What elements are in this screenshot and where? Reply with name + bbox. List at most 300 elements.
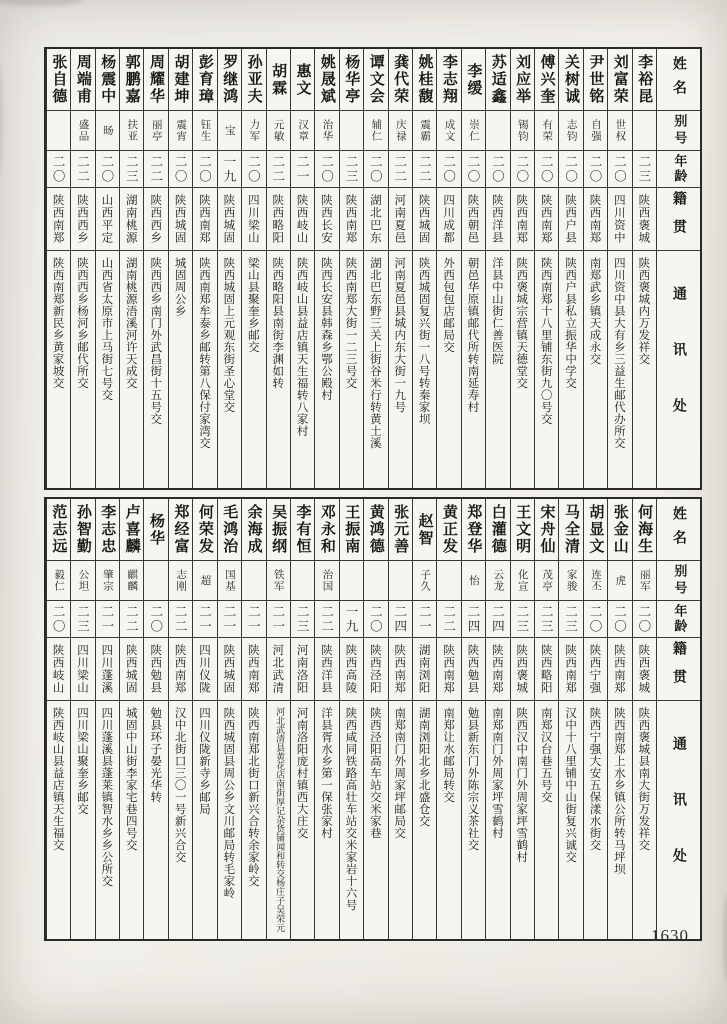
person-address: 陕西褒城县南大街万发祥交	[637, 707, 652, 851]
person-name: 王振南	[340, 499, 363, 561]
person-column	[314, 49, 338, 488]
person-address: 勉县环子晏光华转	[149, 707, 164, 803]
person-address: 陕西褒城内万发祥交	[637, 257, 652, 365]
person-native: 陕西南郑	[193, 188, 216, 251]
person-address: 外西包包店邮局交	[442, 257, 457, 353]
person-native: 陕西户县	[559, 188, 582, 251]
person-age: 二一	[242, 601, 265, 638]
person-name: 胡显文	[584, 499, 607, 561]
person-address: 湖南桃源浯溪河许天成交	[124, 257, 139, 389]
person-native: 陕西南郑	[608, 638, 631, 701]
person-column	[95, 49, 119, 488]
person-name: 谭文会	[364, 49, 387, 111]
person-age: 二一	[413, 601, 436, 638]
person-age: 二二	[413, 151, 436, 188]
person-age: 二四	[389, 601, 412, 638]
person-name: 李志忠	[96, 499, 119, 561]
person-alias: 丽亭	[144, 111, 167, 151]
person-name: 卢喜麟	[120, 499, 143, 561]
person-native: 陕西泾阳	[364, 638, 387, 701]
header-alias-label: 别号	[657, 561, 700, 601]
person-column	[70, 499, 94, 939]
person-column	[168, 499, 192, 939]
person-name: 郑经富	[169, 499, 192, 561]
person-column	[510, 499, 534, 939]
person-column	[485, 49, 509, 488]
person-name: 马全清	[559, 499, 582, 561]
person-alias: 震霸	[413, 111, 436, 151]
person-native: 陕西南郑	[535, 188, 558, 251]
person-alias: 锡钧	[511, 111, 534, 151]
person-name: 关树诚	[559, 49, 582, 111]
person-name: 刘富荣	[608, 49, 631, 111]
person-native: 河南夏邑	[389, 188, 412, 251]
person-name: 宋舟仙	[535, 499, 558, 561]
person-address: 陕西泾阳高车站交米家巷	[368, 707, 383, 839]
person-age: 二三	[633, 151, 656, 188]
person-native: 陕西城固	[413, 188, 436, 251]
person-address: 河北武清县黄花店南街厚记杂货铺闻和转交杨庄子吴荣元	[274, 707, 285, 932]
person-alias	[291, 561, 314, 601]
person-age: 二〇	[584, 601, 607, 638]
person-alias	[144, 561, 167, 601]
person-name: 孙亚夫	[242, 49, 265, 111]
person-name: 白灌德	[486, 499, 509, 561]
person-address: 城固周公乡	[173, 257, 188, 317]
person-name: 龚代荣	[389, 49, 412, 111]
person-native: 湖北巴东	[364, 188, 387, 251]
person-name: 傅兴奎	[535, 49, 558, 111]
person-address: 南郑南门外周家坪雪鹤村	[490, 707, 505, 839]
person-age: 二〇	[364, 151, 387, 188]
person-age: 二二	[71, 151, 94, 188]
person-name: 李裕昆	[633, 49, 656, 111]
person-column	[558, 49, 582, 488]
person-alias	[47, 111, 70, 151]
person-alias	[486, 111, 509, 151]
person-alias: 超	[193, 561, 216, 601]
person-address: 朝邑华原镇邮代所转南延寿村	[466, 257, 481, 413]
person-age: 二〇	[144, 601, 167, 638]
person-name: 惠文	[291, 49, 314, 111]
person-age: 二三	[291, 601, 314, 638]
person-age: 二一	[218, 601, 241, 638]
person-native: 河南洛阳	[291, 638, 314, 701]
person-alias: 连丕	[584, 561, 607, 601]
person-native: 陕西城固	[218, 638, 241, 701]
person-alias: 自强	[584, 111, 607, 151]
scan-artifact	[0, 0, 84, 6]
person-address: 陕西南郑十八里铺东街九〇号交	[539, 257, 554, 425]
person-name: 杨华	[144, 499, 167, 561]
person-native: 陕西南郑	[437, 638, 460, 701]
person-address: 陕西宁强大安五保漾水街交	[588, 707, 603, 851]
person-native: 湖南浏阳	[413, 638, 436, 701]
person-alias: 丽军	[633, 561, 656, 601]
person-address: 陕西南郑北街口新兴合转余家岭交	[246, 707, 261, 887]
person-alias: 化宣	[511, 561, 534, 601]
person-alias: 力军	[242, 111, 265, 151]
person-age: 二三	[120, 151, 143, 188]
person-age: 二二	[315, 601, 338, 638]
person-alias	[340, 561, 363, 601]
person-native: 陕西南郑	[511, 188, 534, 251]
person-native: 陕西洋县	[486, 188, 509, 251]
person-alias: 家骏	[559, 561, 582, 601]
person-address: 城固中山街李家宅巷四号交	[124, 707, 139, 851]
person-native: 四川蓬溪	[96, 638, 119, 701]
person-native: 四川仪陇	[193, 638, 216, 701]
person-age: 二一	[96, 601, 119, 638]
person-native: 陕西略阳	[267, 188, 290, 251]
person-alias	[389, 561, 412, 601]
person-address: 四川蓬溪县蓬莱镇智水乡乡公所交	[100, 707, 115, 887]
person-native: 陕西南郑	[584, 188, 607, 251]
person-native: 陕西城固	[218, 188, 241, 251]
person-age: 二二	[169, 601, 192, 638]
person-name: 李有恒	[291, 499, 314, 561]
person-column	[363, 499, 387, 939]
person-alias	[437, 561, 460, 601]
person-age: 二〇	[96, 151, 119, 188]
person-address: 河南夏邑县城内东大街一九号	[393, 257, 408, 413]
person-name: 姚桂馥	[413, 49, 436, 111]
person-age: 二四	[486, 601, 509, 638]
person-native: 河北武清	[267, 638, 290, 701]
person-name: 苏适鑫	[486, 49, 509, 111]
person-column	[558, 499, 582, 939]
person-address: 陕西户县私立振华中学交	[564, 257, 579, 389]
person-native: 陕西南郑	[169, 638, 192, 701]
person-column	[241, 49, 265, 488]
person-name: 王文明	[511, 499, 534, 561]
person-age: 二二	[120, 601, 143, 638]
person-age: 二〇	[47, 151, 70, 188]
person-column	[290, 49, 314, 488]
person-native: 陕西褒城	[511, 638, 534, 701]
header-native-label: 籍贯	[657, 188, 700, 251]
person-age: 二〇	[535, 151, 558, 188]
person-name: 彭育璋	[193, 49, 216, 111]
person-age: 二三	[511, 601, 534, 638]
header-column	[656, 49, 700, 488]
person-native: 陕西长安	[315, 188, 338, 251]
person-name: 杨震中	[96, 49, 119, 111]
person-alias: 世权	[608, 111, 631, 151]
person-alias: 麒麟	[120, 561, 143, 601]
header-alias-label: 别号	[657, 111, 700, 151]
person-alias: 宝	[218, 111, 241, 151]
person-native: 陕西洋县	[315, 638, 338, 701]
person-column	[388, 499, 412, 939]
person-age: 二〇	[169, 151, 192, 188]
person-column	[241, 499, 265, 939]
person-name: 邓永和	[315, 499, 338, 561]
person-column	[461, 49, 485, 488]
person-alias: 治国	[315, 561, 338, 601]
person-column	[168, 49, 192, 488]
person-alias: 毅仁	[47, 561, 70, 601]
person-address: 陕西褒城宗营镇天德堂交	[515, 257, 530, 389]
person-alias: 志钧	[559, 111, 582, 151]
person-name: 赵智	[413, 499, 436, 561]
person-name: 李缓	[462, 49, 485, 111]
person-column	[412, 499, 436, 939]
person-age: 一九	[340, 601, 363, 638]
person-native: 陕西褒城	[633, 638, 656, 701]
person-address: 陕西南郑新民乡黄家坡交	[51, 257, 66, 389]
person-address: 河南洛阳庞村镇西大庄交	[295, 707, 310, 839]
person-name: 胡建坤	[169, 49, 192, 111]
person-alias: 云龙	[486, 561, 509, 601]
person-alias: 治华	[315, 111, 338, 151]
person-address: 陕西略阳县南街李渊如转	[271, 257, 286, 389]
person-address: 陕西南郑牟泰乡邮转第八保付家湾交	[198, 257, 213, 449]
person-native: 陕西南郑	[486, 638, 509, 701]
person-name: 李志翔	[437, 49, 460, 111]
person-alias	[633, 111, 656, 151]
person-column	[217, 499, 241, 939]
person-alias	[242, 561, 265, 601]
person-column	[46, 49, 70, 488]
person-age: 二〇	[633, 601, 656, 638]
person-alias: 成文	[437, 111, 460, 151]
person-name: 张元善	[389, 499, 412, 561]
header-contact-label: 通讯处	[670, 285, 687, 454]
person-name: 范志远	[47, 499, 70, 561]
person-column	[119, 499, 143, 939]
person-age: 二〇	[608, 151, 631, 188]
person-native: 陕西褒城	[633, 188, 656, 251]
person-alias: 辅仁	[364, 111, 387, 151]
person-age: 二三	[559, 601, 582, 638]
person-name: 郭鹏嘉	[120, 49, 143, 111]
person-name: 张自德	[47, 49, 70, 111]
person-column	[314, 499, 338, 939]
person-age: 二一	[193, 601, 216, 638]
person-name: 尹世铭	[584, 49, 607, 111]
person-column	[412, 49, 436, 488]
person-column	[485, 499, 509, 939]
person-alias: 公坦	[71, 561, 94, 601]
person-address: 四川梁山聚奎乡邮交	[75, 707, 90, 815]
person-column	[583, 49, 607, 488]
person-name: 胡霖	[267, 49, 290, 111]
person-age: 二一	[267, 601, 290, 638]
person-alias: 旸	[96, 111, 119, 151]
person-column	[95, 499, 119, 939]
person-address: 陕西汉中南门外周家坪雪鹤村	[515, 707, 530, 863]
person-address: 湖南浏阳北乡北盛仓交	[417, 707, 432, 827]
person-column	[436, 49, 460, 488]
person-alias: 子久	[413, 561, 436, 601]
person-name: 黄鸿德	[364, 499, 387, 561]
person-age: 二〇	[437, 151, 460, 188]
person-native: 湖南桃源	[120, 188, 143, 251]
person-name: 刘应举	[511, 49, 534, 111]
person-age: 一九	[218, 151, 241, 188]
person-column	[510, 49, 534, 488]
person-address: 四川资中县大有乡三益生邮代办所交	[612, 257, 627, 449]
person-address: 汉中北街口三〇一号新兴合交	[173, 707, 188, 863]
person-native: 陕西南郑	[340, 188, 363, 251]
person-alias: 震宵	[169, 111, 192, 151]
person-native: 陕西勉县	[462, 638, 485, 701]
person-column	[119, 49, 143, 488]
person-age: 二四	[462, 601, 485, 638]
person-address: 陕西城固复兴街一八号转秦家坝	[417, 257, 432, 425]
person-address: 四川仪陇新寺乡邮局	[198, 707, 213, 815]
person-name: 姚晟斌	[315, 49, 338, 111]
person-address: 陕西岐山县益店镇天生福交	[51, 707, 66, 851]
person-alias: 茂亭	[535, 561, 558, 601]
person-address: 山西省太原市上马街七号交	[100, 257, 115, 401]
person-alias: 元敏	[267, 111, 290, 151]
person-native: 陕西高陵	[340, 638, 363, 701]
person-age: 二〇	[608, 601, 631, 638]
person-age: 二〇	[584, 151, 607, 188]
scan-artifact	[723, 894, 727, 984]
person-column	[388, 49, 412, 488]
header-age-label: 年龄	[657, 151, 700, 188]
person-alias: 有荣	[535, 111, 558, 151]
person-name: 周耀华	[144, 49, 167, 111]
person-column	[290, 499, 314, 939]
person-age: 二二	[144, 151, 167, 188]
person-name: 黄正发	[437, 499, 460, 561]
person-name: 余海成	[242, 499, 265, 561]
person-alias: 志刚	[169, 561, 192, 601]
person-alias: 盛品	[71, 111, 94, 151]
person-alias: 汉章	[291, 111, 314, 151]
person-native: 陕西略阳	[535, 638, 558, 701]
person-address: 陕西西乡南门外武昌街十五号交	[149, 257, 164, 425]
person-name: 毛鸿治	[218, 499, 241, 561]
header-contact-label: 通讯处	[670, 736, 687, 904]
person-age: 二〇	[486, 151, 509, 188]
person-alias: 肇宗	[96, 561, 119, 601]
person-address: 陕西南郑大街一二三号交	[344, 257, 359, 389]
person-address: 陕西城固上元观东街圣心堂交	[222, 257, 237, 413]
person-column	[583, 499, 607, 939]
person-age: 二〇	[364, 601, 387, 638]
roster-table-bottom	[44, 497, 702, 941]
person-native: 陕西南郑	[47, 188, 70, 251]
person-column	[266, 49, 290, 488]
person-address: 勉县新东门外陈宗义茶社交	[466, 707, 481, 851]
person-age: 二〇	[315, 151, 338, 188]
person-native: 陕西勉县	[144, 638, 167, 701]
person-native: 陕西宁强	[584, 638, 607, 701]
page-number: 1630	[651, 926, 689, 945]
person-address: 陕西岐山县益店镇天生福转八家村	[295, 257, 310, 437]
person-column	[46, 499, 70, 939]
roster-table-top	[44, 47, 702, 490]
person-address: 梁山县聚奎乡邮交	[246, 257, 261, 353]
person-age: 二二	[437, 601, 460, 638]
person-native: 陕西南郑	[389, 638, 412, 701]
scan-artifact	[0, 60, 2, 180]
person-column	[339, 499, 363, 939]
header-native-label: 籍贯	[657, 638, 700, 701]
header-age-label: 年龄	[657, 601, 700, 638]
person-name: 杨华亭	[340, 49, 363, 111]
person-alias: 庆禄	[389, 111, 412, 151]
person-alias	[364, 561, 387, 601]
person-native: 陕西南郑	[559, 638, 582, 701]
person-age: 二〇	[47, 601, 70, 638]
person-alias	[340, 111, 363, 151]
person-column	[607, 49, 631, 488]
person-alias: 崇仁	[462, 111, 485, 151]
header-column	[656, 499, 700, 939]
person-column	[266, 499, 290, 939]
person-age: 二〇	[462, 151, 485, 188]
person-native: 陕西城固	[120, 638, 143, 701]
person-native: 四川成都	[437, 188, 460, 251]
person-name: 周端甫	[71, 49, 94, 111]
person-address: 汉中十八里铺中山街复兴诚交	[564, 707, 579, 863]
person-name: 何海生	[633, 499, 656, 561]
person-native: 四川梁山	[71, 638, 94, 701]
person-age: 二〇	[559, 151, 582, 188]
person-name: 郑登华	[462, 499, 485, 561]
person-age: 二一	[291, 151, 314, 188]
person-name: 何荣发	[193, 499, 216, 561]
person-column	[632, 49, 656, 488]
person-name: 孙智勤	[71, 499, 94, 561]
person-address: 陕西西乡杨河乡邮代所交	[75, 257, 90, 389]
person-column	[607, 499, 631, 939]
person-address: 南郑让水邮局转交	[442, 707, 457, 803]
person-native: 陕西城固	[169, 188, 192, 251]
person-alias: 怡	[462, 561, 485, 601]
person-column	[192, 49, 216, 488]
person-age: 二〇	[193, 151, 216, 188]
person-address: 南郑武乡镇天成永交	[588, 257, 603, 365]
person-address: 陕西南郑上水乡镇公所转马坪坝	[612, 707, 627, 875]
person-column	[217, 49, 241, 488]
person-address: 洋县胥水乡第一保张家村	[320, 707, 335, 839]
person-age: 二二	[389, 151, 412, 188]
person-address: 南郑汉台巷五号交	[539, 707, 554, 803]
person-age: 二〇	[511, 151, 534, 188]
person-address: 南郑南门外周家坪邮局交	[393, 707, 408, 839]
person-alias: 扶亚	[120, 111, 143, 151]
person-native: 陕西岐山	[47, 638, 70, 701]
person-column	[363, 49, 387, 488]
person-native: 四川梁山	[242, 188, 265, 251]
person-column	[461, 499, 485, 939]
person-column	[436, 499, 460, 939]
person-address: 陕西咸同铁路高壮车站交米家岩十六号	[344, 707, 359, 911]
person-address: 洋县中山街仁善医院	[490, 257, 505, 365]
header-name-label: 姓名	[657, 49, 700, 111]
person-native: 山西平定	[96, 188, 119, 251]
person-age: 二二	[267, 151, 290, 188]
person-column	[339, 49, 363, 488]
person-native: 陕西南郑	[242, 638, 265, 701]
person-age: 二三	[535, 601, 558, 638]
person-alias: 铁军	[267, 561, 290, 601]
person-native: 陕西岐山	[291, 188, 314, 251]
person-column	[632, 499, 656, 939]
person-column	[534, 499, 558, 939]
person-alias: 钰生	[193, 111, 216, 151]
person-name: 吴振纲	[267, 499, 290, 561]
person-age: 二三	[340, 151, 363, 188]
person-name: 罗继鸿	[218, 49, 241, 111]
